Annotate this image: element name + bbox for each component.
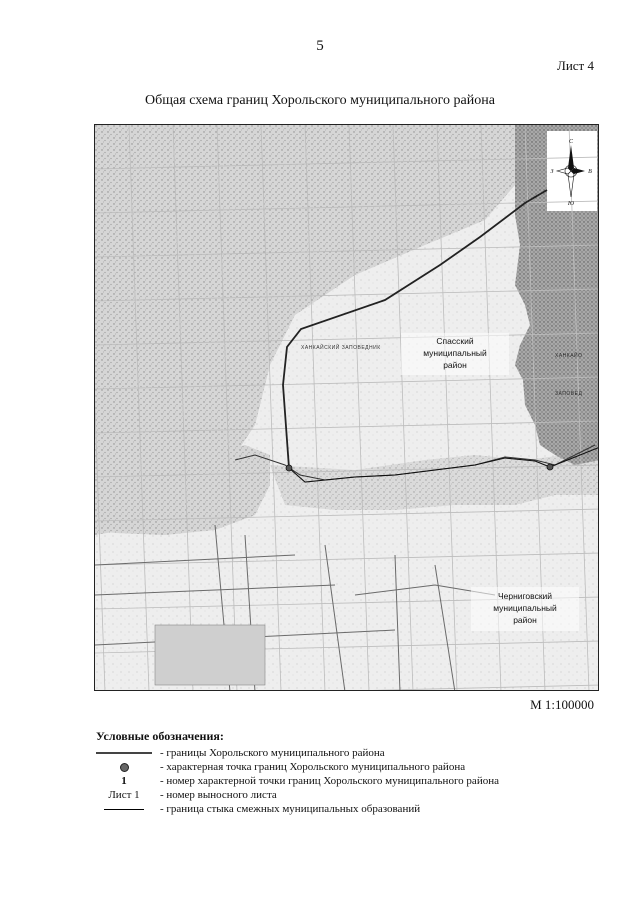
svg-text:С: С (568, 139, 574, 145)
map-frame[interactable] (94, 124, 599, 691)
legend-item: - границы Хорольского муниципального района (96, 746, 616, 760)
label-lake: ХАНКАЙО (555, 353, 583, 359)
svg-text:Черниговский: Черниговский (497, 591, 553, 601)
svg-text:З: З (550, 169, 554, 175)
map-title: Общая схема границ Хорольского муниципального района (145, 93, 495, 108)
svg-text:муниципальный: муниципальный (493, 603, 557, 613)
settlement (155, 625, 265, 685)
point-symbol-icon (120, 763, 129, 772)
svg-text:Ю: Ю (567, 201, 575, 207)
legend-item: - характерная точка границ Хорольского муниципального района (96, 760, 616, 774)
legend-item: - граница стыка смежных муниципальных образований (96, 802, 616, 816)
svg-text:Спасский: Спасский (436, 336, 474, 346)
point-number-symbol: 1 (121, 775, 127, 787)
boundary-line-symbol (96, 752, 152, 754)
legend-item: Лист 1 - номер выносного листа (108, 789, 277, 801)
region-label-chernigovsky (471, 587, 579, 631)
legend-title: Условные обозначения: (96, 729, 224, 743)
svg-text:муниципальный: муниципальный (423, 348, 487, 358)
join-line-symbol (104, 809, 144, 810)
label-reserve: ХАНКАЙСКИЙ ЗАПОВЕДНИК (301, 345, 381, 351)
boundary-point[interactable] (547, 464, 553, 470)
legend (96, 729, 616, 816)
sheet-number-symbol: Лист 1 (108, 789, 140, 801)
scale-label: М 1:100000 (530, 697, 594, 712)
svg-text:В: В (588, 169, 592, 175)
sheet-label: Лист 4 (557, 58, 594, 73)
region-label-spassky (401, 333, 509, 375)
svg-text:район: район (443, 360, 467, 370)
legend-item: 1 - номер характерной точки границ Хорольского муниципального района (121, 775, 499, 787)
label-reserve-east: ЗАПОВЕД (555, 391, 583, 397)
map-canvas[interactable] (95, 125, 599, 691)
svg-text:район: район (513, 615, 537, 625)
boundary-point[interactable] (286, 465, 292, 471)
page-number: 5 (316, 38, 324, 54)
